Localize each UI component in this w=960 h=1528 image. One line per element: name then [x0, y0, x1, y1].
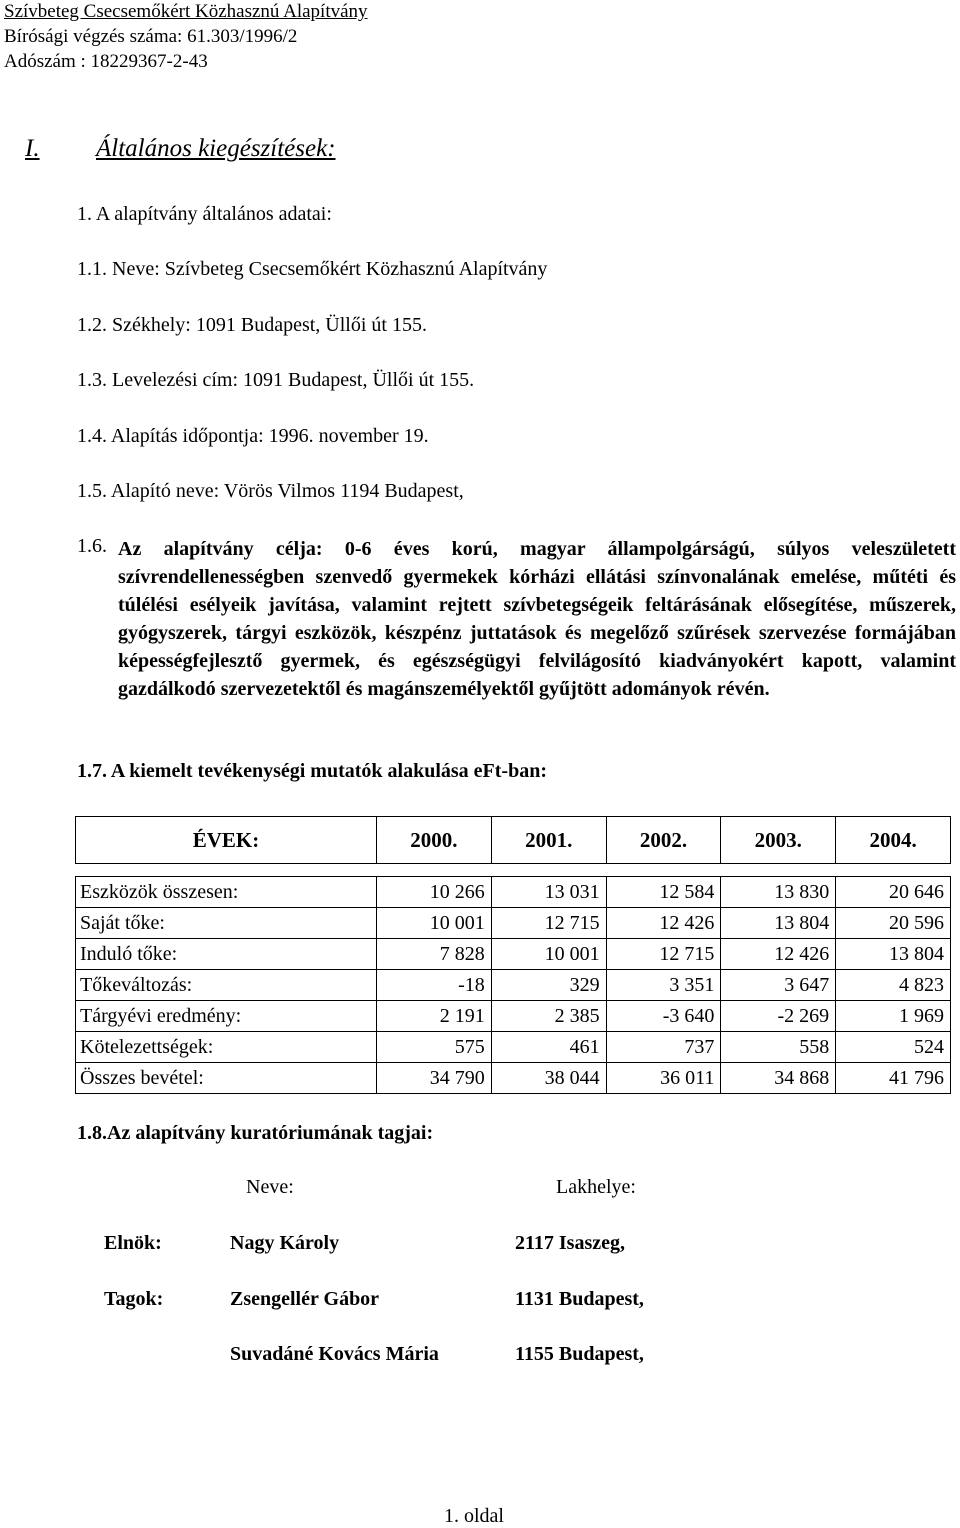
cell-value: 12 715: [606, 939, 721, 970]
member-role: Elnök:: [104, 1232, 162, 1254]
general-data-heading: 1. A alapítvány általános adatai:: [77, 203, 332, 225]
board-col-residence: Lakhelye:: [556, 1176, 636, 1198]
cell-value: 3 351: [606, 970, 721, 1001]
table-spacer: [76, 864, 951, 877]
item-number: 1.2.: [77, 314, 107, 336]
section-title: Általános kiegészítések:: [96, 135, 336, 162]
page-number: 1. oldal: [444, 1505, 504, 1527]
member-residence: 2117 Isaszeg,: [515, 1232, 625, 1254]
cell-value: 2 385: [491, 1001, 606, 1032]
cell-value: 2 191: [377, 1001, 492, 1032]
cell-value: 38 044: [491, 1063, 606, 1094]
cell-value: 10 001: [377, 908, 492, 939]
table-row: [76, 1001, 951, 1032]
table-row: [76, 1063, 951, 1094]
goal-paragraph: [118, 535, 956, 703]
item-number: 1.5.: [77, 480, 107, 502]
item-seat: [77, 314, 427, 337]
indicators-heading: [77, 760, 547, 783]
table-row: [76, 1032, 951, 1063]
year-header: 2004.: [836, 817, 951, 864]
cell-value: 461: [491, 1032, 606, 1063]
year-header: 2000.: [377, 817, 492, 864]
item-mailing-address: [77, 369, 474, 392]
years-label: ÉVEK:: [76, 817, 377, 864]
member-name: Zsengellér Gábor: [230, 1288, 380, 1310]
cell-value: 10 266: [377, 877, 492, 908]
row-label: Tőkeváltozás:: [76, 970, 377, 1001]
item-text: Alapító neve: Vörös Vilmos 1194 Budapest,: [110, 480, 464, 502]
cell-value: 3 647: [721, 970, 836, 1001]
item-text: Székhely: 1091 Budapest, Üllői út 155.: [112, 314, 427, 336]
cell-value: 20 646: [836, 877, 951, 908]
tax-number: Adószám : 18229367-2-43: [4, 51, 208, 72]
cell-value: 575: [377, 1032, 492, 1063]
cell-value: 4 823: [836, 970, 951, 1001]
cell-value: 737: [606, 1032, 721, 1063]
cell-value: 1 969: [836, 1001, 951, 1032]
member-residence: 1131 Budapest,: [515, 1288, 644, 1310]
item-number: 1.3.: [77, 369, 107, 391]
member-name: Nagy Károly: [230, 1232, 340, 1254]
table-row: [76, 908, 951, 939]
indicators-number: 1.7.: [77, 760, 107, 782]
cell-value: 7 828: [377, 939, 492, 970]
item-name: [77, 258, 547, 281]
cell-value: 558: [721, 1032, 836, 1063]
cell-value: 12 426: [721, 939, 836, 970]
board-col-name: Neve:: [246, 1176, 294, 1198]
item-text: Levelezési cím: 1091 Budapest, Üllői út 155.: [112, 369, 475, 391]
cell-value: -3 640: [606, 1001, 721, 1032]
item-founder: [77, 480, 464, 503]
row-label: Kötelezettségek:: [76, 1032, 377, 1063]
cell-value: 12 426: [606, 908, 721, 939]
row-label: Induló tőke:: [76, 939, 377, 970]
year-header: 2001.: [491, 817, 606, 864]
year-header: 2003.: [721, 817, 836, 864]
cell-value: 13 031: [491, 877, 606, 908]
cell-value: 34 868: [721, 1063, 836, 1094]
member-role: Tagok:: [104, 1288, 164, 1310]
foundation-name-header: Szívbeteg Csecsemőkért Közhasznú Alapítvány: [4, 1, 368, 22]
cell-value: 524: [836, 1032, 951, 1063]
cell-value: 329: [491, 970, 606, 1001]
table-row: [76, 970, 951, 1001]
cell-value: 12 715: [491, 908, 606, 939]
goal-number: 1.6.: [77, 535, 107, 557]
cell-value: 41 796: [836, 1063, 951, 1094]
row-label: Tárgyévi eredmény:: [76, 1001, 377, 1032]
cell-value: 10 001: [491, 939, 606, 970]
cell-value: 34 790: [377, 1063, 492, 1094]
row-label: Eszközök összesen:: [76, 877, 377, 908]
row-label: Összes bevétel:: [76, 1063, 377, 1094]
goal-text: Az alapítvány célja: 0-6 éves korú, magyar állampolgárságú, súlyos veleszületett szívrendellenességben szenvedő gyermekek kórházi ellátási színvonalának emelése, műtéti és túlélési esélyeik javítása, valamint rejtett szívbetegségeik feltárásának elősegítése, műszerek, gyógyszerek, tárgyi eszközök, készpénz juttatások és megelőző szűrések szervezése formájában képességfejlesztő gyermek, és egészségügyi felvilágosító kiadványokért kapott, valamint gazdálkodó szervezetektől és magánszemélyektől gyűjtött adományok révén.: [118, 538, 956, 700]
item-text: Neve: Szívbeteg Csecsemőkért Közhasznú Alapítvány: [112, 258, 548, 280]
item-text: Alapítás időpontja: 1996. november 19.: [110, 425, 429, 447]
table-header-row: [76, 817, 951, 864]
cell-value: 13 804: [836, 939, 951, 970]
member-residence: 1155 Budapest,: [515, 1343, 644, 1365]
section-number: I.: [25, 135, 40, 162]
cell-value: 13 804: [721, 908, 836, 939]
row-label: Saját tőke:: [76, 908, 377, 939]
indicators-table: [75, 816, 951, 1094]
cell-value: 20 596: [836, 908, 951, 939]
board-heading: 1.8.Az alapítvány kuratóriumának tagjai:: [77, 1122, 434, 1144]
indicators-title: A kiemelt tevékenységi mutatók alakulása eFt-ban:: [110, 760, 547, 782]
table-row: [76, 877, 951, 908]
cell-value: 36 011: [606, 1063, 721, 1094]
cell-value: -2 269: [721, 1001, 836, 1032]
year-header: 2002.: [606, 817, 721, 864]
table-row: [76, 939, 951, 970]
item-founding-date: [77, 425, 429, 448]
cell-value: 12 584: [606, 877, 721, 908]
cell-value: -18: [377, 970, 492, 1001]
cell-value: 13 830: [721, 877, 836, 908]
item-number: 1.1.: [77, 258, 107, 280]
court-order-number: Bírósági végzés száma: 61.303/1996/2: [4, 26, 298, 47]
member-name: Suvadáné Kovács Mária: [230, 1343, 439, 1365]
item-number: 1.4.: [77, 425, 107, 447]
